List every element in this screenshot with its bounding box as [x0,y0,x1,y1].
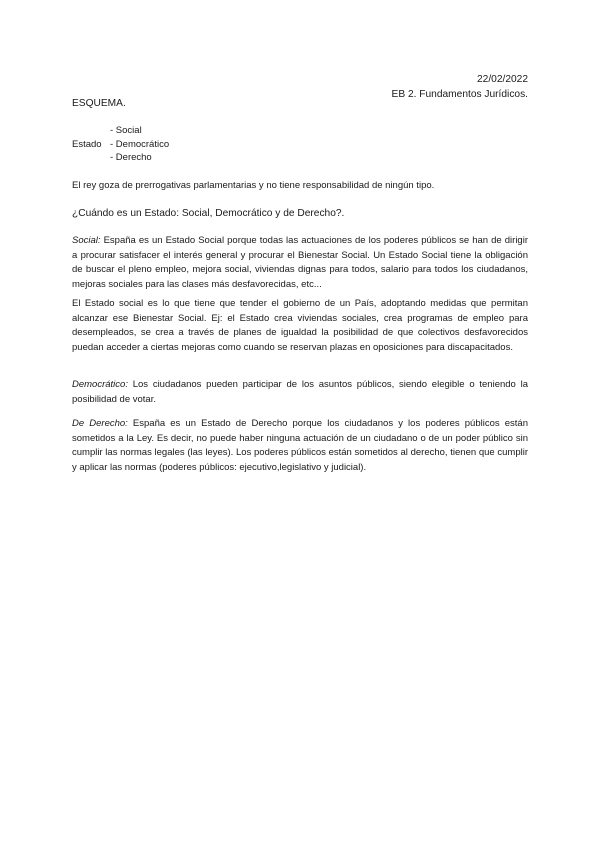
text-democratico: Los ciudadanos pueden participar de los asuntos públicos, siendo elegible o teniendo la posibilidad de votar. [72,379,528,405]
term-derecho: De Derecho: [72,418,128,429]
paragraph-social [72,234,528,292]
schema-item-social: - Social [110,125,142,136]
paragraph-estado-social: El Estado social es lo que tiene que tender el gobierno de un País, adoptando medidas que permitan alcanzar ese Bienestar Social. Ej: el Estado crea viviendas sociales, crea programas de empleo para desempleados, se crea a través de planes de igualdad la posibilidad de que colectivos desfavorecidos puedan acceder a ciertas mejoras como cuando se reservan plazas en oposiciones para discapacitados. [72,298,528,353]
text-social: España es un Estado Social porque todas las actuaciones de los poderes públicos se han de dirigir a procurar satisfacer el interés general y procurar el Bienestar Social. Un Estado Social tiene la obligación de buscar el pleno empleo, mejora social, viviendas dignas para todos, salario para todos los ciudadanos, mejoras sociales para las clases más desfavorecidas, etc... [72,235,528,290]
esquema-title: ESQUEMA. [72,98,126,109]
question-heading: ¿Cuándo es un Estado: Social, Democrático y de Derecho?. [72,208,345,219]
paragraph-rey: El rey goza de prerrogativas parlamentarias y no tiene responsabilidad de ningún tipo. [72,180,435,191]
course-title: EB 2. Fundamentos Jurídicos. [391,89,528,100]
schema-item-democratico: - Democrático [110,138,170,150]
paragraph-democratico [72,378,528,407]
estado-label: Estado [72,138,102,150]
text-derecho: España es un Estado de Derecho porque los ciudadanos y los poderes públicos están sometidos a la Ley. Es decir, no puede haber ninguna actuación de un ciudadano o de un poder público sin cumplir las normas legales (las leyes). Los poderes públicos están sometidos al derecho, tienen que cumplir y aplicar las normas (poderes públicos: ejecutivo,legislativo y judicial). [72,418,528,473]
term-democratico: Democrático: [72,379,128,390]
document-header [392,72,528,102]
paragraph-derecho [72,417,528,475]
schema-item-derecho: - Derecho [110,152,152,163]
document-date: 22/02/2022 [477,74,528,85]
term-social: Social: [72,235,101,246]
estado-items [110,124,169,165]
